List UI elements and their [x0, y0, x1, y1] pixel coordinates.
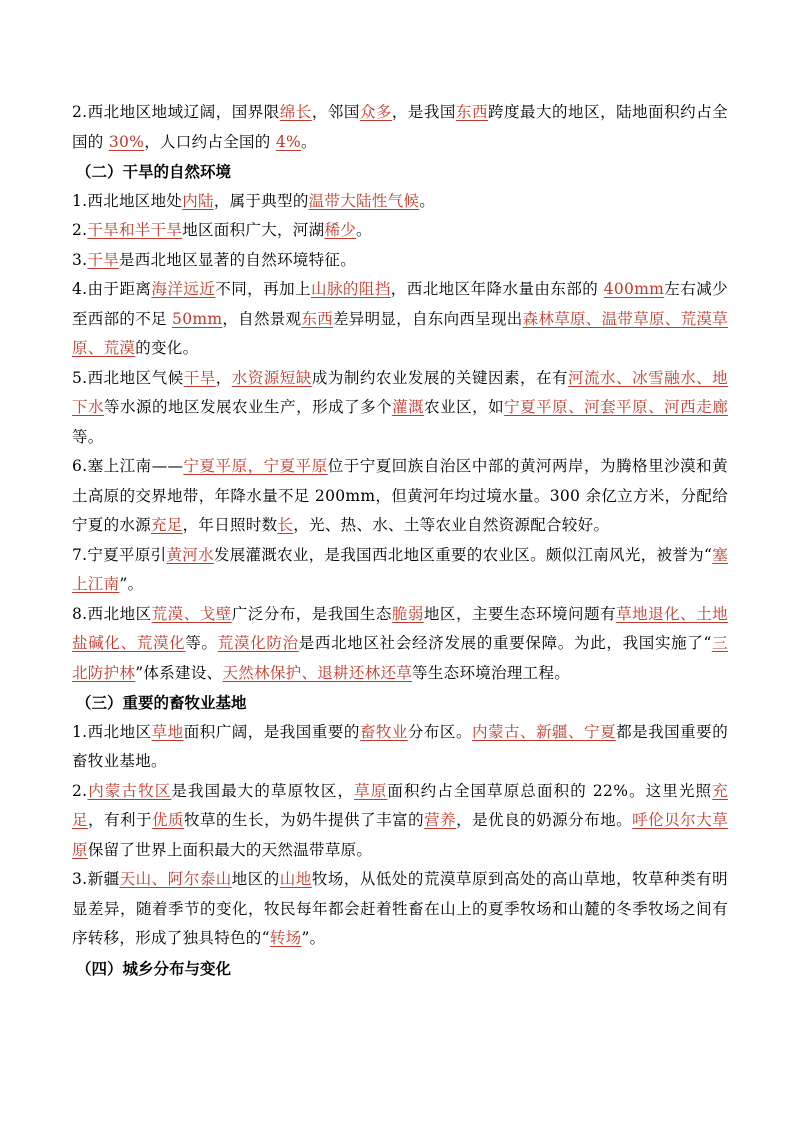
paragraph-text: 成为制约农业发展的关键因素，在有	[311, 368, 569, 387]
paragraph-text: ”。	[119, 575, 144, 593]
paragraph-text: 牧草的生长，为奶牛提供了丰富的	[184, 811, 425, 829]
paragraph-text: 是西北地区显著的自然环境特征。	[119, 250, 357, 269]
paragraph-text: 位于宁夏回族自治区中部的黄河两岸，为腾格里沙漠和黄土高原的交界地带，年降水量不足 200mm，但黄河年均过境水量。300 余亿立方米，分配给宁夏的水源	[72, 457, 728, 534]
answer-blank: 山地	[279, 870, 312, 888]
paragraph-text: 4.由于距离	[72, 280, 152, 298]
answer-blank: 黄河水	[166, 545, 214, 564]
paragraph-text: 是西北地区社会经济发展的重要保障。为此，我国实施了“	[298, 634, 712, 652]
paragraph-text: ，是我国	[391, 103, 456, 121]
answer-blank: 干旱	[87, 250, 119, 269]
paragraph	[72, 452, 728, 541]
answer-blank: 草地	[151, 722, 184, 741]
answer-blank: 塞上江南	[72, 545, 729, 593]
paragraph-text: ，光、热、水、土等农业自然资源配合较好。	[293, 516, 610, 534]
answer-blank: 草原	[354, 781, 388, 800]
paragraph-text: 差异明显，自东向西呈现出	[332, 309, 523, 328]
answer-blank: 脆弱	[391, 604, 424, 623]
paragraph-text: 地区的	[231, 870, 280, 888]
paragraph-text: ，西北地区年降水量由东部的	[390, 280, 604, 298]
paragraph-text: ”。	[301, 929, 326, 947]
answer-blank: 呼伦贝尔大草原	[72, 811, 728, 859]
answer-blank: 天山、阿尔泰山	[119, 870, 232, 888]
paragraph	[72, 98, 728, 157]
document-body	[72, 98, 728, 983]
section-heading	[72, 688, 728, 718]
paragraph-text: 2.	[72, 221, 88, 239]
paragraph-text: ，年日照时数	[182, 516, 278, 534]
paragraph-text: 。	[301, 132, 317, 151]
paragraph-text: 等。	[72, 427, 104, 446]
paragraph-text: ，有利于	[88, 811, 153, 829]
paragraph-text: ，是优良的奶源分布地。	[456, 811, 633, 829]
paragraph-text: 跨度最大的地区，陆地面积约占全国的	[72, 103, 728, 151]
paragraph-text: 地区面积广大，河湖	[182, 221, 325, 239]
paragraph-text: 6.塞上江南——	[72, 457, 184, 475]
paragraph	[72, 777, 728, 866]
paragraph-text: 牧场，从低处的荒漠草原到高处的高山草地，牧草种类有明显差异，随着季节的变化，牧民每年都会赶着牲畜在山上的夏季牧场和山麓的冬季牧场之间有序转移，形成了独具特色的“	[72, 870, 728, 947]
paragraph-text: 面积广阔，是我国重要的	[183, 722, 360, 741]
paragraph	[72, 364, 728, 453]
answer-blank: 长	[277, 516, 294, 534]
answer-blank: 干旱	[183, 368, 216, 387]
answer-blank: 水资源短缺	[231, 368, 312, 387]
answer-blank: 宁夏平原，宁夏平原	[183, 457, 328, 475]
paragraph-text: ”体系建设、	[135, 663, 223, 682]
paragraph	[72, 216, 728, 246]
answer-blank: 稀少	[324, 221, 357, 239]
paragraph-text: 等。	[185, 634, 218, 652]
paragraph-text: 7.宁夏平原引	[72, 545, 167, 564]
answer-blank: 荒漠、戈壁	[151, 604, 232, 623]
answer-blank: 干旱和半干旱	[87, 221, 183, 239]
answer-blank: 荒漠化防治	[217, 634, 299, 652]
paragraph-text: 地区，主要生态环境问题有	[423, 604, 617, 623]
paragraph-text: 不同，再加上	[215, 280, 311, 298]
paragraph-text: 1.西北地区地处	[72, 191, 183, 210]
answer-blank: 海洋远近	[151, 280, 216, 298]
paragraph-text: 2.西北地区地域辽阔，国界限	[72, 103, 280, 121]
heading-text: （三）重要的畜牧业基地	[76, 693, 247, 712]
answer-blank: 温带大陆性气候	[308, 191, 420, 210]
section-heading	[72, 157, 728, 187]
answer-blank: 宁夏平原、河套平原、河西走廊	[504, 398, 728, 416]
answer-blank: 内陆	[182, 191, 214, 210]
heading-text: （四）城乡分布与变化	[76, 958, 232, 978]
paragraph-text: ，邻国	[311, 103, 360, 121]
paragraph	[72, 718, 728, 777]
paragraph-text: 。	[356, 221, 372, 239]
paragraph	[72, 600, 728, 689]
answer-blank: 森林草原、温带草原、荒漠草原、荒漠	[72, 309, 728, 357]
paragraph-text: 。	[419, 191, 436, 210]
paragraph-text: 农业区，如	[424, 398, 505, 416]
answer-blank: 充足	[151, 516, 183, 534]
paragraph-text: 是我国最大的草原牧区，	[171, 781, 355, 800]
answer-blank: 50mm	[172, 309, 223, 328]
paragraph-text: ，属于典型的	[213, 191, 309, 210]
answer-blank: 天然林保护、退耕还林还草	[222, 663, 413, 682]
answer-blank: 草地退化、土地盐碱化、荒漠化	[72, 604, 728, 652]
answer-blank: 400mm	[603, 280, 665, 298]
answer-blank: 三北防护林	[72, 634, 728, 682]
paragraph-text: ，人口约占全国的	[144, 132, 276, 151]
paragraph-text: 都是我国重要的畜牧业基地。	[72, 722, 728, 770]
paragraph-text: ，自然景观	[222, 309, 302, 328]
paragraph	[72, 865, 728, 954]
paragraph-text: 面积约占全国草原总面积的 22%。这里光照	[387, 781, 713, 800]
paragraph-text: 等水源的地区发展农业生产，形成了多个	[104, 398, 393, 416]
answer-blank: 内蒙古、新疆、宁夏	[471, 722, 617, 741]
answer-blank: 河流水、冰雪融水、地下水	[72, 368, 728, 416]
answer-blank: 山脉的阻挡	[311, 280, 391, 298]
paragraph-text: ，	[215, 368, 232, 387]
answer-blank: 充足	[72, 781, 728, 829]
section-heading	[72, 954, 728, 984]
paragraph	[72, 541, 728, 600]
paragraph-text: 2.	[72, 781, 88, 800]
paragraph-text: 5.西北地区气候	[72, 368, 184, 387]
paragraph-text: 3.	[72, 250, 88, 269]
answer-blank: 灌溉	[392, 398, 425, 416]
paragraph-text: 发展灌溉农业，是我国西北地区重要的农业区。颇似江南风光，被誉为“	[213, 545, 713, 564]
paragraph	[72, 187, 728, 217]
answer-blank: 30%	[108, 132, 145, 151]
paragraph-text: 广泛分布，是我国生态	[231, 604, 392, 623]
paragraph-text: 等生态环境治理工程。	[412, 663, 571, 682]
answer-blank: 众多	[359, 103, 392, 121]
answer-blank: 内蒙古牧区	[87, 781, 172, 800]
paragraph-text: 3.新疆	[72, 870, 120, 888]
paragraph	[72, 246, 728, 276]
answer-blank: 东西	[455, 103, 488, 121]
answer-blank: 营养	[424, 811, 457, 829]
paragraph-text: 左右减少至西部的不足	[72, 280, 728, 328]
answer-blank: 畜牧业	[359, 722, 408, 741]
paragraph-text: 1.西北地区	[72, 722, 152, 741]
paragraph-text: 分布区。	[407, 722, 472, 741]
paragraph-text: 8.西北地区	[72, 604, 152, 623]
answer-blank: 转场	[269, 929, 302, 947]
paragraph-text: 的变化。	[135, 339, 199, 357]
answer-blank: 4%	[275, 132, 302, 151]
paragraph-text: 保留了世界上面积最大的天然温带草原。	[87, 840, 373, 859]
answer-blank: 优质	[152, 811, 185, 829]
answer-blank: 东西	[301, 309, 333, 328]
paragraph	[72, 275, 728, 364]
answer-blank: 绵长	[279, 103, 312, 121]
heading-text: （二）干旱的自然环境	[76, 162, 232, 181]
